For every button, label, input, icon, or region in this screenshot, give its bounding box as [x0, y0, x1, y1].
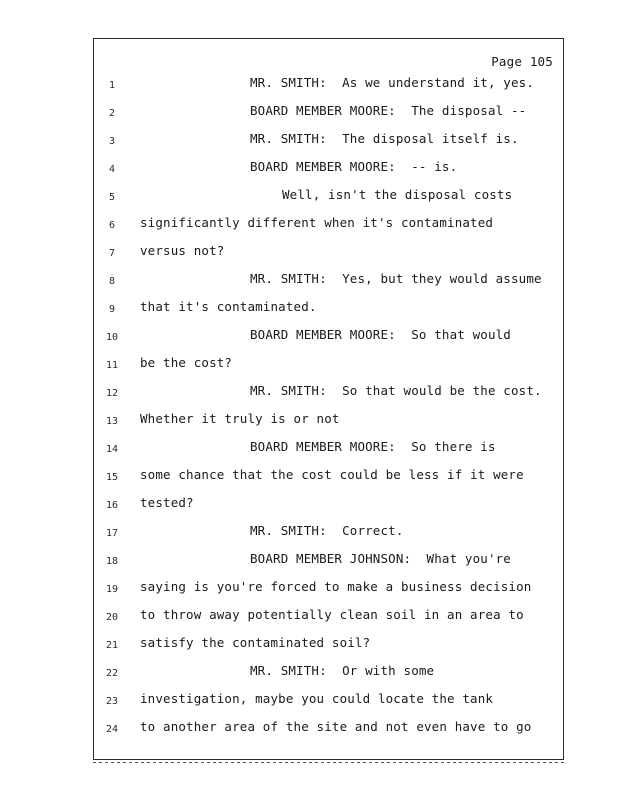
line-number: 20 — [105, 612, 119, 623]
line-number: 12 — [105, 388, 119, 399]
line-number: 13 — [105, 416, 119, 427]
line-text: some chance that the cost could be less if it were — [140, 467, 524, 482]
line-number: 6 — [108, 220, 116, 231]
line-text: MR. SMITH: Correct. — [250, 523, 404, 538]
line-text: significantly different when it's contaminated — [140, 215, 494, 230]
line-text: MR. SMITH: Or with some — [250, 663, 435, 678]
line-number: 22 — [105, 668, 119, 679]
line-text: saying is you're forced to make a business decision — [140, 579, 532, 594]
line-number: 3 — [108, 136, 116, 147]
line-number: 14 — [105, 444, 119, 455]
line-text: MR. SMITH: The disposal itself is. — [250, 131, 519, 146]
line-number: 4 — [108, 164, 116, 175]
line-text: BOARD MEMBER MOORE: So that would — [250, 327, 511, 342]
line-text: MR. SMITH: As we understand it, yes. — [250, 75, 534, 90]
line-number: 8 — [108, 276, 116, 287]
line-text: BOARD MEMBER MOORE: So there is — [250, 439, 496, 454]
line-number: 18 — [105, 556, 119, 567]
line-text: that it's contaminated. — [140, 299, 317, 314]
line-number: 10 — [105, 332, 119, 343]
bottom-rule — [93, 762, 564, 763]
line-number: 2 — [108, 108, 116, 119]
line-number: 24 — [105, 724, 119, 735]
line-text: MR. SMITH: So that would be the cost. — [250, 383, 542, 398]
line-number: 23 — [105, 696, 119, 707]
line-text: BOARD MEMBER JOHNSON: What you're — [250, 551, 511, 566]
line-text: be the cost? — [140, 355, 233, 370]
line-number: 11 — [105, 360, 119, 371]
line-number: 1 — [108, 80, 116, 91]
line-text: BOARD MEMBER MOORE: -- is. — [250, 159, 458, 174]
transcript-page — [93, 38, 564, 760]
line-number: 7 — [108, 248, 116, 259]
line-text: BOARD MEMBER MOORE: The disposal -- — [250, 103, 527, 118]
line-number: 15 — [105, 472, 119, 483]
line-number: 16 — [105, 500, 119, 511]
line-number: 19 — [105, 584, 119, 595]
line-number: 9 — [108, 304, 116, 315]
line-text: tested? — [140, 495, 194, 510]
line-number: 17 — [105, 528, 119, 539]
line-text: satisfy the contaminated soil? — [140, 635, 371, 650]
line-text: investigation, maybe you could locate the tank — [140, 691, 494, 706]
line-number: 21 — [105, 640, 119, 651]
line-text: Well, isn't the disposal costs — [282, 187, 513, 202]
line-text: to throw away potentially clean soil in an area to — [140, 607, 524, 622]
line-text: versus not? — [140, 243, 225, 258]
line-text: Whether it truly is or not — [140, 411, 340, 426]
page-number: Page 105 — [491, 54, 553, 69]
line-number: 5 — [108, 192, 116, 203]
line-text: to another area of the site and not even have to go — [140, 719, 532, 734]
line-text: MR. SMITH: Yes, but they would assume — [250, 271, 542, 286]
